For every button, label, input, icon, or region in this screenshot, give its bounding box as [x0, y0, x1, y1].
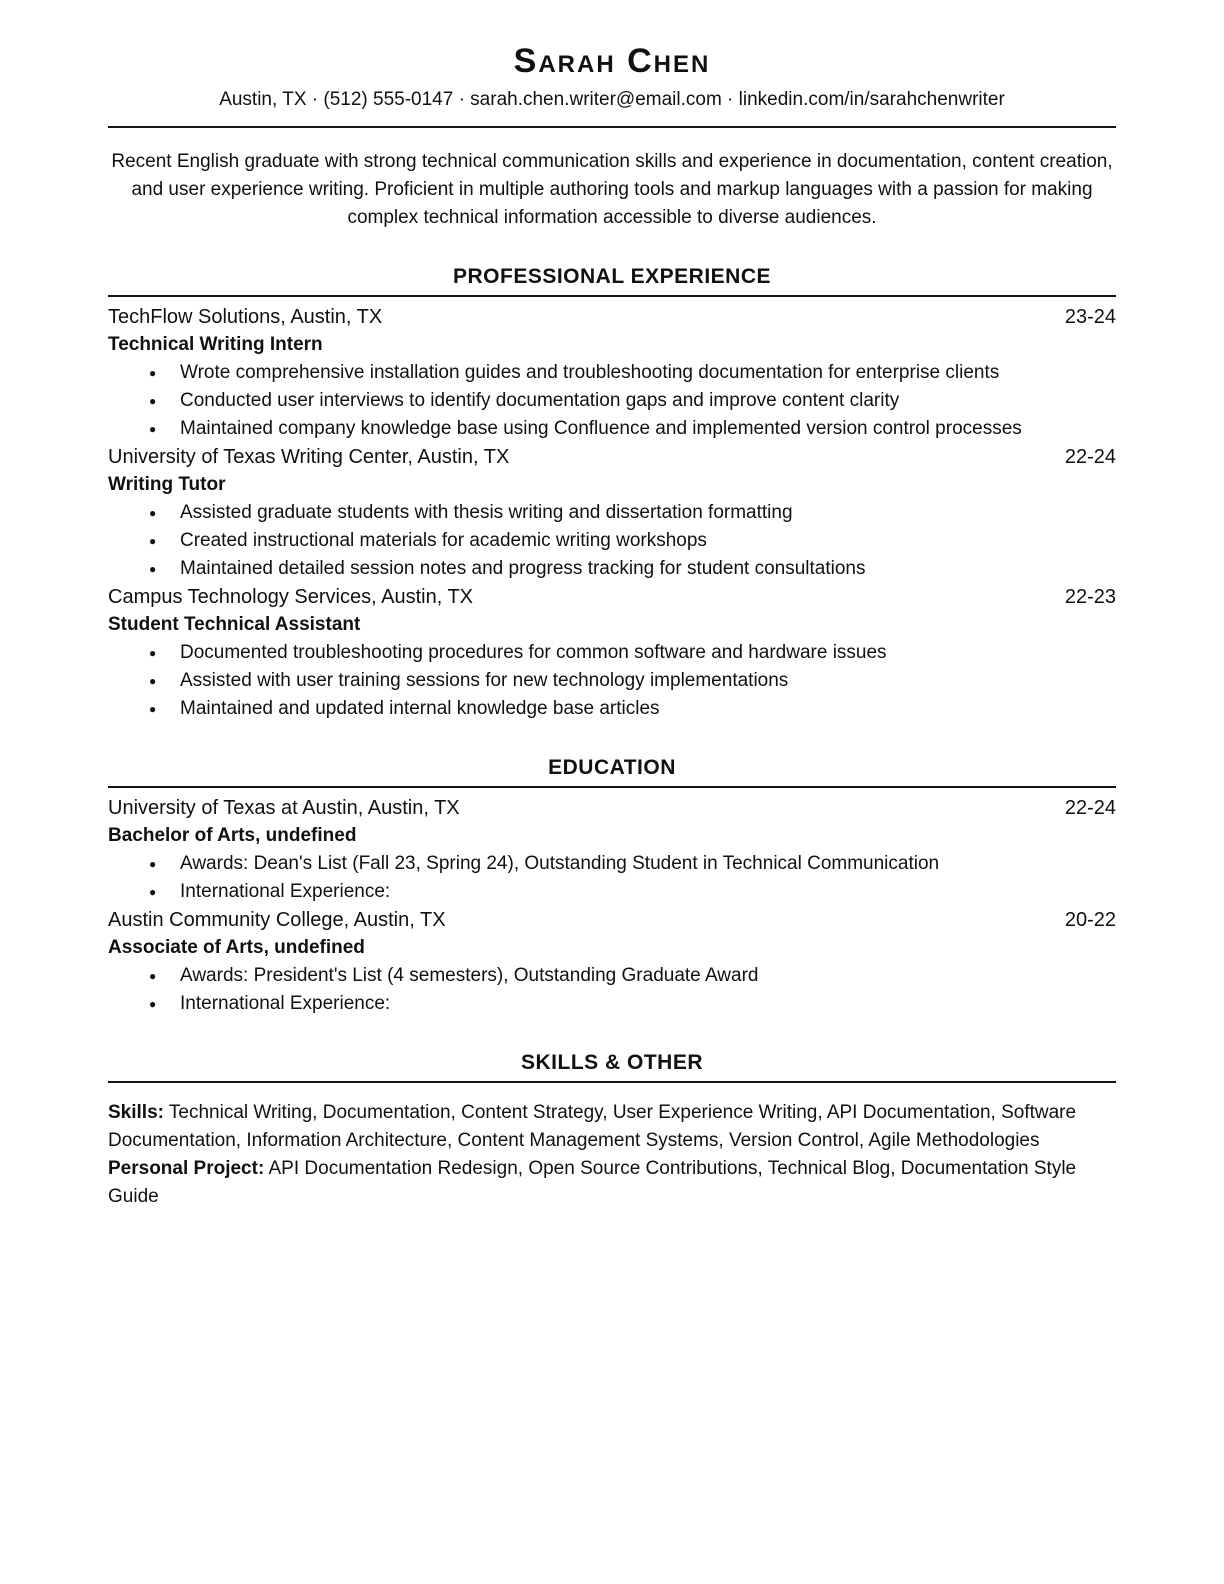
entry-header	[108, 303, 1116, 331]
organization-name: University of Texas Writing Center, Austin, TX	[108, 446, 510, 468]
bullet-item: ● Wrote comprehensive installation guides and troubleshooting documentation for enterprise clients	[180, 359, 1116, 387]
skills-line-label: Skills:	[108, 1102, 164, 1123]
entry-header	[108, 906, 1116, 934]
organization-name: Austin Community College, Austin, TX	[108, 909, 446, 931]
bullet-list	[108, 962, 1116, 1018]
candidate-name: Sarah Chen	[513, 42, 711, 80]
bullet-item: ● Awards: Dean's List (Fall 23, Spring 24), Outstanding Student in Technical Communication	[180, 850, 1116, 878]
entry-header	[108, 583, 1116, 611]
date-range: 22-23	[1064, 586, 1116, 608]
experience-section	[108, 264, 1116, 723]
bullet-item: ● Created instructional materials for academic writing workshops	[180, 527, 1116, 555]
resume-header	[108, 42, 1116, 112]
skills-section-title: SKILLS & OTHER	[108, 1050, 1116, 1083]
bullet-item: ● Documented troubleshooting procedures for common software and hardware issues	[180, 639, 1116, 667]
skills-line-label: Personal Project:	[108, 1158, 265, 1179]
bullet-list	[108, 850, 1116, 906]
education-entries	[108, 794, 1116, 1018]
experience-section-title: PROFESSIONAL EXPERIENCE	[108, 264, 1116, 297]
skills-line: Skills: Technical Writing, Documentation, Content Strategy, User Experience Writing, API Documentation, Software Documentation, Information Architecture, Content Management Systems, Version Control, Agile Methodologies	[108, 1102, 1077, 1151]
bullet-item: ● International Experience:	[180, 990, 1116, 1018]
skills-lines	[108, 1099, 1116, 1211]
position-title: Technical Writing Intern	[108, 334, 323, 355]
summary-paragraph: Recent English graduate with strong technical communication skills and experience in documentation, content creation, and user experience writing. Proficient in multiple authoring tools and markup languages with a passion for making complex technical information accessible to diverse audiences.	[111, 151, 1113, 228]
bullet-item: ● International Experience:	[180, 878, 1116, 906]
education-section	[108, 755, 1116, 1018]
bullet-item: ● Conducted user interviews to identify documentation gaps and improve content clarity	[180, 387, 1116, 415]
bullet-list	[108, 639, 1116, 723]
date-range: 20-22	[1064, 909, 1116, 931]
position-title: Writing Tutor	[108, 474, 226, 495]
bullet-list	[108, 359, 1116, 443]
header-divider	[108, 126, 1116, 128]
date-range: 22-24	[1064, 797, 1116, 819]
bullet-list	[108, 499, 1116, 583]
entry-header	[108, 794, 1116, 822]
bullet-item: ● Maintained and updated internal knowledge base articles	[180, 695, 1116, 723]
organization-name: TechFlow Solutions, Austin, TX	[108, 306, 383, 328]
position-title: Bachelor of Arts, undefined	[108, 825, 357, 846]
education-section-title: EDUCATION	[108, 755, 1116, 788]
bullet-item: ● Awards: President's List (4 semesters), Outstanding Graduate Award	[180, 962, 1116, 990]
position-title: Associate of Arts, undefined	[108, 937, 365, 958]
bullet-item: ● Maintained detailed session notes and progress tracking for student consultations	[180, 555, 1116, 583]
position-title: Student Technical Assistant	[108, 614, 361, 635]
experience-entries	[108, 303, 1116, 723]
date-range: 22-24	[1064, 446, 1116, 468]
bullet-item: ● Assisted with user training sessions for new technology implementations	[180, 667, 1116, 695]
organization-name: Campus Technology Services, Austin, TX	[108, 586, 473, 608]
skills-section	[108, 1050, 1116, 1211]
bullet-item: ● Maintained company knowledge base using Confluence and implemented version control processes	[180, 415, 1116, 443]
organization-name: University of Texas at Austin, Austin, TX	[108, 797, 460, 819]
contact-line: Austin, TX · (512) 555-0147 · sarah.chen.writer@email.com · linkedin.com/in/sarahchenwriter	[219, 89, 1005, 110]
date-range: 23-24	[1064, 306, 1116, 328]
skills-line: Personal Project: API Documentation Redesign, Open Source Contributions, Technical Blog, Documentation Style Guide	[108, 1158, 1077, 1207]
bullet-item: ● Assisted graduate students with thesis writing and dissertation formatting	[180, 499, 1116, 527]
entry-header	[108, 443, 1116, 471]
